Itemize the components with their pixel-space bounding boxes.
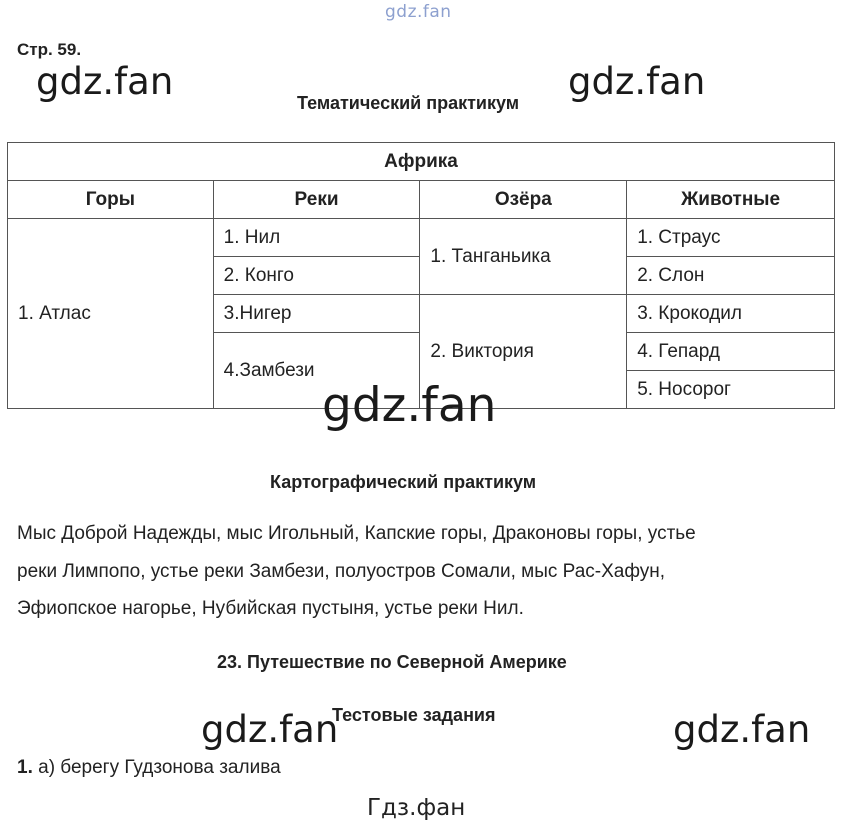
- cell-mountain: 1. Атлас: [8, 219, 214, 409]
- paragraph-line: Мыс Доброй Надежды, мыс Игольный, Капские горы, Драконовы горы, устье: [17, 523, 696, 544]
- cell-animal: 1. Страус: [627, 219, 835, 257]
- watermark: gdz.fan: [322, 378, 497, 433]
- column-header-mountains: Горы: [8, 181, 214, 219]
- cell-river: 3.Нигер: [213, 295, 420, 333]
- watermark-top: gdz.fan: [385, 2, 452, 22]
- cell-animal: 2. Слон: [627, 257, 835, 295]
- watermark: gdz.fan: [36, 60, 174, 103]
- answer-number: 1.: [17, 757, 33, 778]
- africa-table: [7, 142, 835, 409]
- answer-text: а) берегу Гудзонова залива: [32, 757, 281, 778]
- watermark: gdz.fan: [673, 708, 811, 751]
- paragraph-line: Эфиопское нагорье, Нубийская пустыня, устье реки Нил.: [17, 598, 524, 619]
- cell-lake: 1. Танганьика: [420, 219, 627, 295]
- subsection-heading: Тестовые задания: [332, 705, 496, 725]
- watermark: gdz.fan: [568, 60, 706, 103]
- cell-animal: 5. Носорог: [627, 371, 835, 409]
- thematic-heading: Тематический практикум: [297, 93, 520, 113]
- footer-watermark: Гдз.фан: [367, 795, 466, 821]
- column-header-lakes: Озёра: [420, 181, 627, 219]
- table-title: Африка: [8, 143, 835, 181]
- cell-river: 2. Конго: [213, 257, 420, 295]
- cell-river: 1. Нил: [213, 219, 420, 257]
- section-heading: 23. Путешествие по Северной Америке: [217, 652, 567, 672]
- paragraph-line: реки Лимпопо, устье реки Замбези, полуостров Сомали, мыс Рас-Хафун,: [17, 560, 666, 582]
- cell-animal: 4. Гепард: [627, 333, 835, 371]
- watermark: gdz.fan: [201, 708, 339, 751]
- page-reference: Стр. 59.: [17, 40, 82, 59]
- cell-lake: 2. Виктория: [420, 295, 627, 409]
- cell-animal: 3. Крокодил: [627, 295, 835, 333]
- cartographic-paragraph: [17, 515, 837, 628]
- column-header-animals: Животные: [627, 181, 835, 219]
- cartographic-heading: Картографический практикум: [270, 472, 537, 492]
- column-header-rivers: Реки: [213, 181, 420, 219]
- answer-1: [17, 757, 281, 779]
- cell-river: 4.Замбези: [213, 333, 420, 409]
